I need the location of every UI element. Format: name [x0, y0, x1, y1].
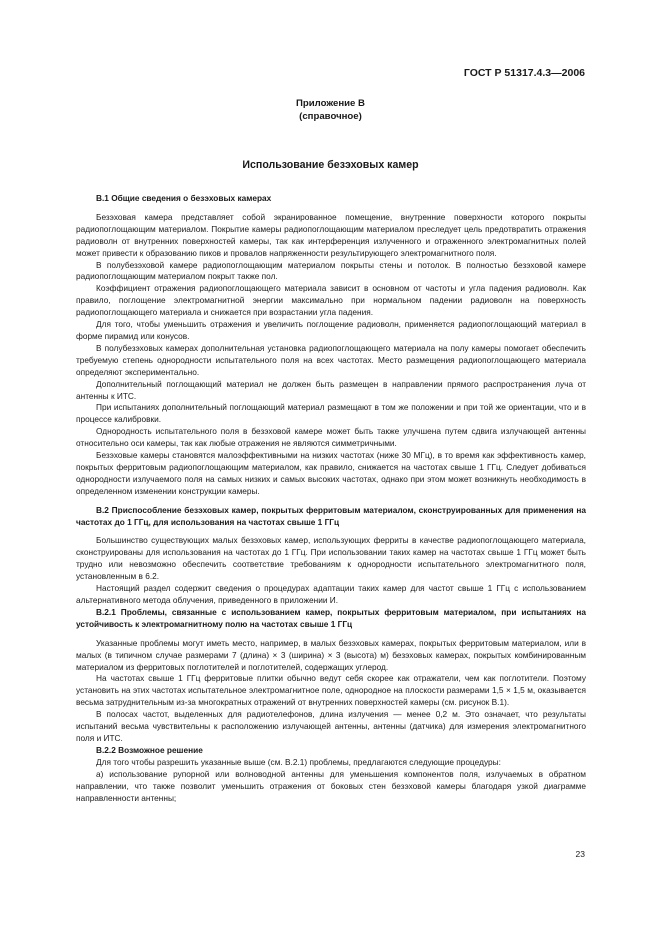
paragraph: В полубезэховой камере радиопоглощающим материалом покрыты стены и потолок. В полностью безэховой камере радиопоглощающим материалом покрыт также пол.	[76, 259, 586, 282]
paragraph: В полубезэховых камерах дополнительная установка радиопоглощающего материала на полу камеры помогает обеспечить требуемую степень однородности испытательного поля на всех частотах. Место размещения радиопоглощающего материала определяют экспериментально.	[76, 342, 586, 377]
document-code: ГОСТ Р 51317.4.3—2006	[463, 67, 585, 79]
page-number: 23	[575, 849, 585, 859]
list-item: а) использование рупорной или волноводной антенны для уменьшения компонентов поля, излучаемых в обратном направлении, что также позволит уменьшить отражения от боковых стен безэховой камеры благодаря узкой диаграмме направленности антенны;	[76, 768, 586, 803]
paragraph: При испытаниях дополнительный поглощающий материал размещают в том же положении и при той же ориентации, что и в процессе калибровки.	[76, 402, 586, 425]
paragraph: Коэффициент отражения радиопоглощающего материала зависит в основном от частоты и угла падения радиоволн. Как правило, поглощение электромагнитной энергии максимально при нормальном падении радиоволн на поверхность радиопоглощающего материала и снижается при возрастании угла падения.	[76, 283, 586, 318]
appendix-type: (справочное)	[299, 111, 362, 122]
section-heading-b21: В.2.1 Проблемы, связанные с использованием камер, покрытых ферритовым материалом, при испытаниях на устойчивость к электромагнитному полю на частотах свыше 1 ГГц	[76, 606, 586, 629]
paragraph: В полосах частот, выделенных для радиотелефонов, длина излучения — менее 0,2 м. Это означает, что результаты испытаний весьма чувствительны к расположению излучающей антенны, антенны (датчика) для измерения электромагнитного поля и ИТС.	[76, 709, 586, 743]
paragraph: Для того чтобы разрешить указанные выше (см. В.2.1) проблемы, предлагаются следующие процедуры:	[96, 756, 501, 767]
appendix-title: Использование безэховых камер	[242, 159, 419, 171]
section-heading-b2: В.2 Приспособление безэховых камер, покрытых ферритовым материалом, сконструированных для применения на частотах до 1 ГГц, для использования на частотах свыше 1 ГГц	[76, 504, 586, 527]
document-body	[76, 193, 586, 804]
section-heading-b22: В.2.2 Возможное решение	[96, 744, 203, 755]
paragraph: Дополнительный поглощающий материал не должен быть размещен в направлении прямого распространения луча от антенны к ИТС.	[76, 378, 586, 401]
paragraph: Однородность испытательного поля в безэховой камере может быть также улучшена путем сдвига излучающей антенны относительно оси камеры, так как любые отражения не являются симметричными.	[76, 426, 586, 449]
paragraph: На частотах свыше 1 ГГц ферритовые плитки обычно ведут себя скорее как отражатели, чем как поглотители. Поэтому установить на этих частотах испытательное электромагнитное поле, однородное на плоскости размерами 1,5 × 1,5 м, оказывается весьма затруднительным из-за многократных отражений от внутренних поверхностей камеры (см. рисунок В.1).	[76, 673, 586, 708]
appendix-label: Приложение В	[296, 98, 365, 109]
paragraph: Большинство существующих малых безэховых камер, использующих ферриты в качестве радиопоглощающего материала, сконструированы для использования на частотах до 1 ГГц. При использовании таких камер на частотах свыше 1 ГГц может быть трудно или невозможно обеспечить соответствие требованиям к однородности испытательного электромагнитного поля, установленным в 6.2.	[76, 535, 586, 582]
paragraph: Для того, чтобы уменьшить отражения и увеличить поглощение радиоволн, применяется радиопоглощающий материал в форме пирамид или конусов.	[76, 319, 586, 341]
section-heading-b1: В.1 Общие сведения о безэховых камерах	[96, 193, 272, 203]
paragraph: Безэховая камера представляет собой экранированное помещение, внутренние поверхности которого покрыты радиопоглощающим материалом. Покрытие камеры радиопоглощающим материалом преследует цель предотвратить отражения радиоволн от внутренних поверхностей камеры, так как интерференция излученного и отраженного электромагнитных полей может привести к образованию пиков и провалов напряженности результирующего электромагнитного поля.	[76, 211, 586, 258]
paragraph: Указанные проблемы могут иметь место, например, в малых безэховых камерах, покрытых ферритовым материалом, или в малых (в типичном случае размерами 7 (длина) × 3 (ширина) × 3 (высота) м) безэховых камерах, покрытых комбинированным материалом из ферритовых поглотителей и поглотителей, содержащих углерод.	[76, 637, 586, 672]
paragraph: Безэховые камеры становятся малоэффективными на низких частотах (ниже 30 МГц), в то время как эффективность камер, покрытых ферритовым радиопоглощающим материалом, как правило, снижается на частотах свыше 1 ГГц. Следует добиваться однородности излучаемого поля на самых низких и самых высоких частотах, однако при этом может возникнуть необходимость в определенном изменении конструкции камеры.	[76, 450, 586, 496]
paragraph: Настоящий раздел содержит сведения о процедурах адаптации таких камер для частот свыше 1 ГГц с использованием альтернативного метода облучения, приведенного в приложении И.	[76, 583, 586, 605]
